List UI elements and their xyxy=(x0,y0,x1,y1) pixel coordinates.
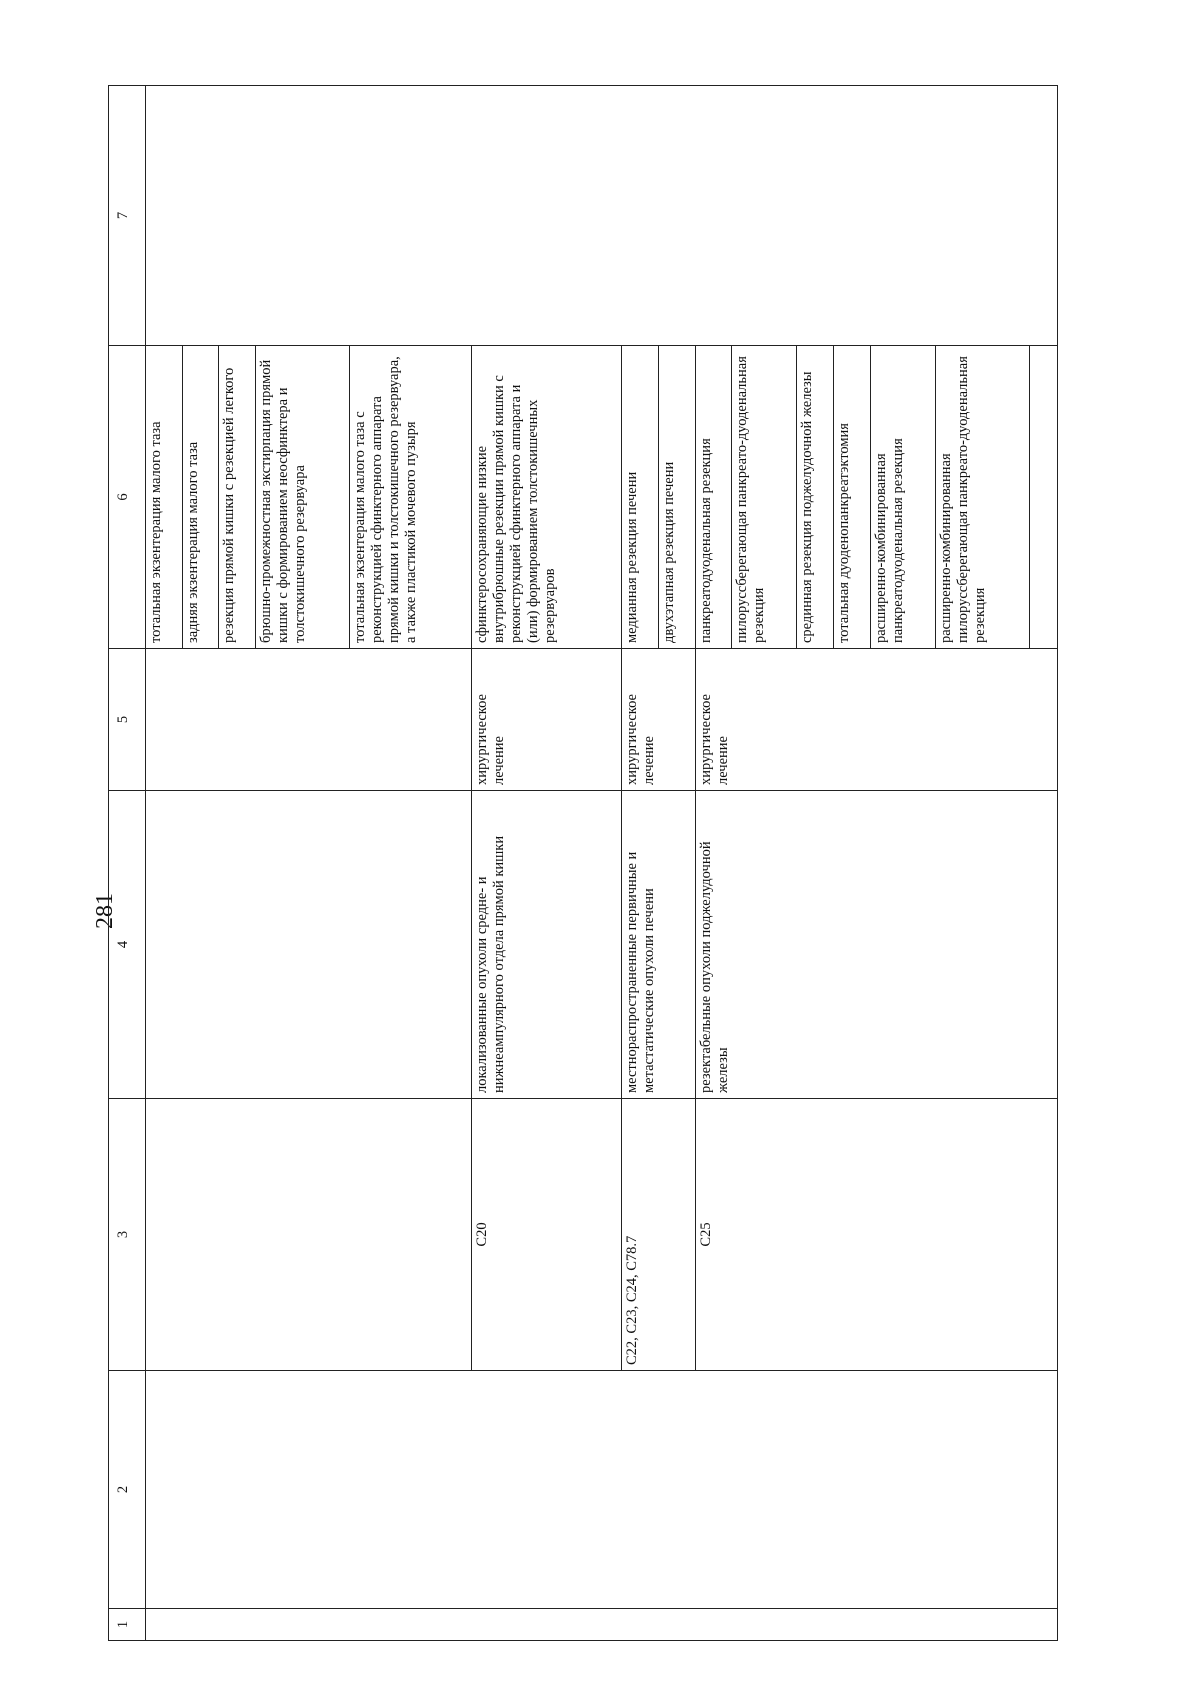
col7-cell xyxy=(146,86,1058,346)
treatment-type-cell xyxy=(146,649,472,791)
header-col-5: 5 xyxy=(109,649,146,791)
header-col-4: 4 xyxy=(109,791,146,1099)
treatment-type-cell: хирургическое лечение xyxy=(622,649,695,791)
header-col-1: 1 xyxy=(109,1609,146,1641)
method-cell: двухэтапная резекция печени xyxy=(658,346,695,649)
icd-code-cell: C20 xyxy=(471,1099,621,1371)
header-col-2: 2 xyxy=(109,1371,146,1609)
table-row xyxy=(146,86,183,1641)
medical-table xyxy=(108,85,1058,1641)
header-col-6: 6 xyxy=(109,346,146,649)
diagnosis-cell xyxy=(146,791,472,1099)
col1-cell xyxy=(146,1609,1058,1641)
diagnosis-cell: резектабельные опухоли поджелудочной железы xyxy=(695,791,1057,1099)
method-cell: тотальная экзентерация малого таза xyxy=(146,346,183,649)
method-cell-empty xyxy=(1029,346,1057,649)
icd-code-cell: C22, C23, C24, C78.7 xyxy=(622,1099,695,1371)
method-cell: медианная резекция печени xyxy=(622,346,659,649)
method-cell: задняя экзентерация малого таза xyxy=(182,346,219,649)
method-cell: расширенно-комбинированная панкреатодуоденальная резекция xyxy=(870,346,935,649)
icd-code-cell: C25 xyxy=(695,1099,1057,1371)
treatment-type-cell: хирургическое лечение xyxy=(695,649,1057,791)
method-cell: резекция прямой кишки с резекцией легкого xyxy=(219,346,256,649)
method-cell: сфинктеросохраняющие низкие внутрибрюшные резекции прямой кишки с реконструкцией сфинктерного аппарата и (или) формированием толстокишечных резервуаров xyxy=(471,346,621,649)
method-cell: панкреатодуоденальная резекция xyxy=(695,346,732,649)
method-cell: срединная резекция поджелудочной железы xyxy=(797,346,834,649)
header-col-3: 3 xyxy=(109,1099,146,1371)
diagnosis-cell: локализованные опухоли средне- и нижнеампулярного отдела прямой кишки xyxy=(471,791,621,1099)
method-cell: тотальная дуоденопанкреатэктомия xyxy=(834,346,871,649)
method-cell: расширенно-комбинированная пилоруссберегающая панкреато-дуоденальная резекция xyxy=(936,346,1030,649)
header-col-7: 7 xyxy=(109,86,146,346)
col2-cell xyxy=(146,1371,1058,1609)
method-cell: тотальная экзентерация малого таза с реконструкцией сфинктерного аппарата прямой кишки и толстокишечного резервуара, а также пластикой мочевого пузыря xyxy=(349,346,471,649)
method-cell: пилоруссберегающая панкреато-дуоденальная резекция xyxy=(732,346,797,649)
page-number: 281 xyxy=(92,893,118,929)
diagnosis-cell: местнораспространенные первичные и метастатические опухоли печени xyxy=(622,791,695,1099)
treatment-type-cell: хирургическое лечение xyxy=(471,649,621,791)
icd-code-cell xyxy=(146,1099,472,1371)
rotated-page xyxy=(92,86,1058,1641)
header-row xyxy=(109,86,146,1641)
method-cell: брюшно-промежностная экстирпация прямой кишки с формированием неосфинктера и толстокишечного резервуара xyxy=(256,346,350,649)
